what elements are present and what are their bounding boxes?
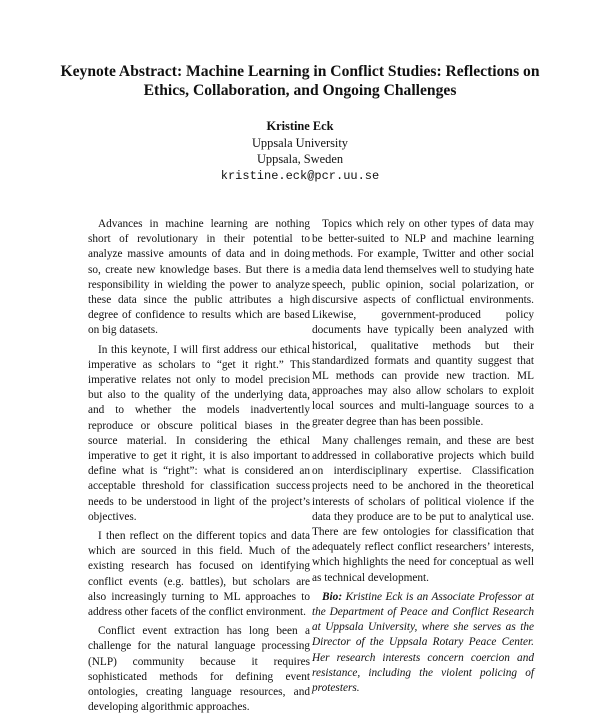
- author-name: Kristine Eck: [266, 119, 334, 133]
- paragraph: I then reflect on the different topics and data which are sourced in this field. Much of the existing research has focused on identifying conflict events (e.g. battles), but scholars are also increasingly turning to ML approaches to address other facets of the conflict environment.: [88, 530, 310, 619]
- paragraph: Many challenges remain, and these are best addressed in collaborative projects which build on interdisciplinary expertise. Classification projects need to be anchored in the theoretical interests of scholars of political violence if the data they produce are to be put to analytical use. There are few ontologies for classification that adequately reflect conflict researchers’ interests, which highlights the need for conceptual as well as technical development.: [312, 434, 534, 584]
- author-affiliation: Uppsala University: [251, 135, 348, 150]
- author-block: [0, 118, 600, 184]
- paper-title: Keynote Abstract: Machine Learning in Conflict Studies: Reflections on Ethics, Collaboration, and Ongoing Challenges: [60, 63, 540, 99]
- paragraph: In this keynote, I will first address our ethical imperative as scholars to “get it right.” This imperative relates not only to model precision but also to the quality of the underlying data, and to whether the models inadvertently reproduce or obscure political biases in the source material. In considering the ethical imperative to get it right, it is also important to define what is “right”: what is considered an acceptable threshold for classification success needs to be understood in light of the project’s objectives.: [88, 343, 310, 523]
- bio-text: Kristine Eck is an Associate Professor at the Department of Peace and Conflict Research at Uppsala University, where she serves as the Director of the Uppsala Rotary Peace Center. Her research interests concern coercion and resistance, including the violent policing of protesters.: [312, 590, 534, 695]
- paragraph: Topics which rely on other types of data may be better-suited to NLP and machine learning methods. For example, Twitter and other social media data lend themselves well to studying hate speech, public opinion, social polarization, or discursive aspects of conflictual environments. Likewise, government-produced policy documents have typically been analyzed with historical, qualitative methods but their standardized formats and quantity suggest that ML methods can provide new traction. ML approaches may also allow scholars to exploit local sources and multi-language sources to a greater degree than has been possible.: [312, 218, 534, 428]
- left-column: [88, 217, 310, 720]
- author-bio: [312, 590, 534, 696]
- right-column: [312, 217, 534, 700]
- author-email[interactable]: kristine.eck@pcr.uu.se: [220, 168, 380, 183]
- author-location: Uppsala, Sweden: [256, 152, 344, 166]
- paragraph: Advances in machine learning are nothing short of revolutionary in their potential to analyze massive amounts of data and in doing so, create new knowledge bases. But there is a responsibility in wielding the power to analyze these data since the public attributes a high degree of confidence to results which are based on big datasets.: [88, 218, 310, 337]
- bio-label: Bio:: [322, 590, 343, 603]
- paragraph: Conflict event extraction has long been a challenge for the natural language processing (NLP) community because it requires sophisticated methods for defining event ontologies, creating language resources, and developing algorithmic approaches.: [88, 625, 310, 714]
